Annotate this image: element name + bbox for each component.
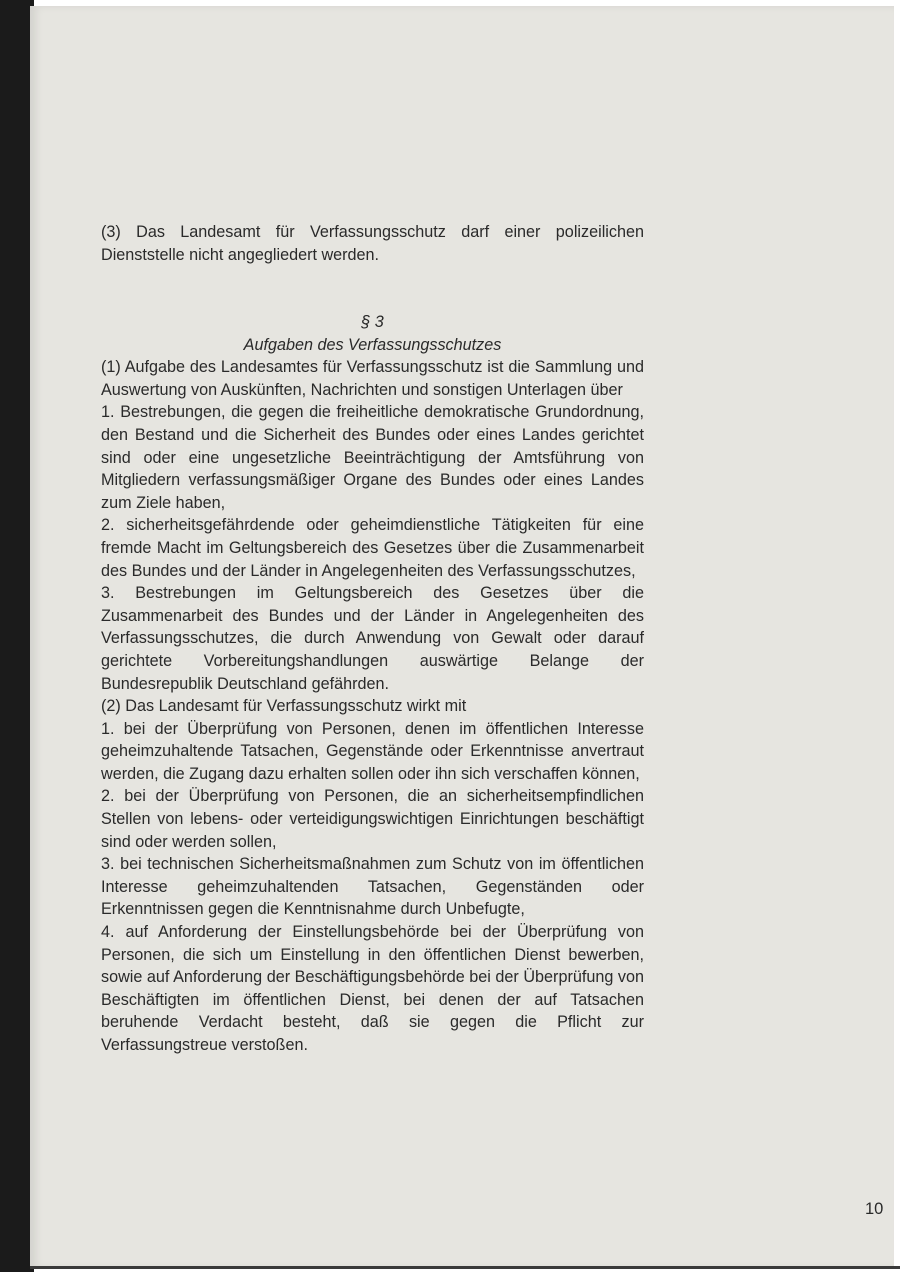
section-paragraph: 3. Bestrebungen im Geltungsbereich des Gesetzes über die Zusammenarbeit des Bundes und der Länder in Angelegenheiten des Verfassungsschutzes, die durch Anwendung von Gewalt oder darauf gerichtete Vorbereitungshandlungen auswärtige Belange der Bundesrepublik Deutschland gefährden. bbox=[101, 584, 644, 693]
section-paragraph: 1. Bestrebungen, die gegen die freiheitliche demokratische Grundordnung, den Bestand und die Sicherheit des Bundes oder eines Landes gerichtet sind oder eine ungesetzliche Beeinträchtigung der Amtsführung von Mitgliedern verfassungsmäßiger Organe des Bundes oder eines Landes zum Ziele haben, bbox=[101, 403, 644, 512]
section-paragraph: 1. bei der Überprüfung von Personen, denen im öffentlichen Interesse geheimzuhaltende Tatsachen, Gegenstände oder Erkenntnisse anvertraut werden, die Zugang dazu erhalten sollen oder ihn sich verschaffen können, bbox=[101, 719, 644, 783]
section-paragraph: 2. sicherheitsgefährdende oder geheimdienstliche Tätigkeiten für eine fremde Macht im Geltungsbereich des Gesetzes über die Zusammenarbeit des Bundes und der Länder in Angelegenheiten des Verfassungsschutzes, bbox=[101, 516, 644, 580]
paragraph-3 bbox=[101, 221, 644, 266]
section-number: § 3 bbox=[361, 313, 384, 331]
scan-edge bbox=[0, 0, 34, 1272]
section-paragraph: (1) Aufgabe des Landesamtes für Verfassungsschutz ist die Sammlung und Auswertung von Auskünften, Nachrichten und sonstigen Unterlagen über bbox=[101, 358, 644, 399]
section-paragraph: 3. bei technischen Sicherheitsmaßnahmen zum Schutz von im öffentlichen Interesse geheimzuhaltenden Tatsachen, Gegenständen oder Erkenntnissen gegen die Kenntnisnahme durch Unbefugte, bbox=[101, 855, 644, 919]
section-paragraph: 4. auf Anforderung der Einstellungsbehörde bei der Überprüfung von Personen, die sich um Einstellung in den öffentlichen Dienst bewerben, sowie auf Anforderung der Beschäftigungsbehörde bei der Überprüfung von Beschäftigten im öffentlichen Dienst, bei denen der auf Tatsachen beruhende Verdacht besteht, daß sie gegen die Pflicht zur Verfassungstreue verstoßen. bbox=[101, 923, 644, 1054]
page-number: 10 bbox=[865, 1200, 884, 1218]
paragraph-3-text: (3) Das Landesamt für Verfassungsschutz darf einer polizeilichen Dienststelle nicht angegliedert werden. bbox=[101, 223, 644, 264]
section-paragraph: 2. bei der Überprüfung von Personen, die an sicherheitsempfindlichen Stellen von lebens- oder verteidigungswichtigen Einrichtungen beschäftigt sind oder werden sollen, bbox=[101, 787, 644, 851]
section-3 bbox=[101, 311, 644, 1057]
page-bottom-edge bbox=[30, 1266, 900, 1269]
section-paragraph: (2) Das Landesamt für Verfassungsschutz wirkt mit bbox=[101, 697, 467, 716]
section-heading: Aufgaben des Verfassungsschutzes bbox=[243, 335, 502, 354]
